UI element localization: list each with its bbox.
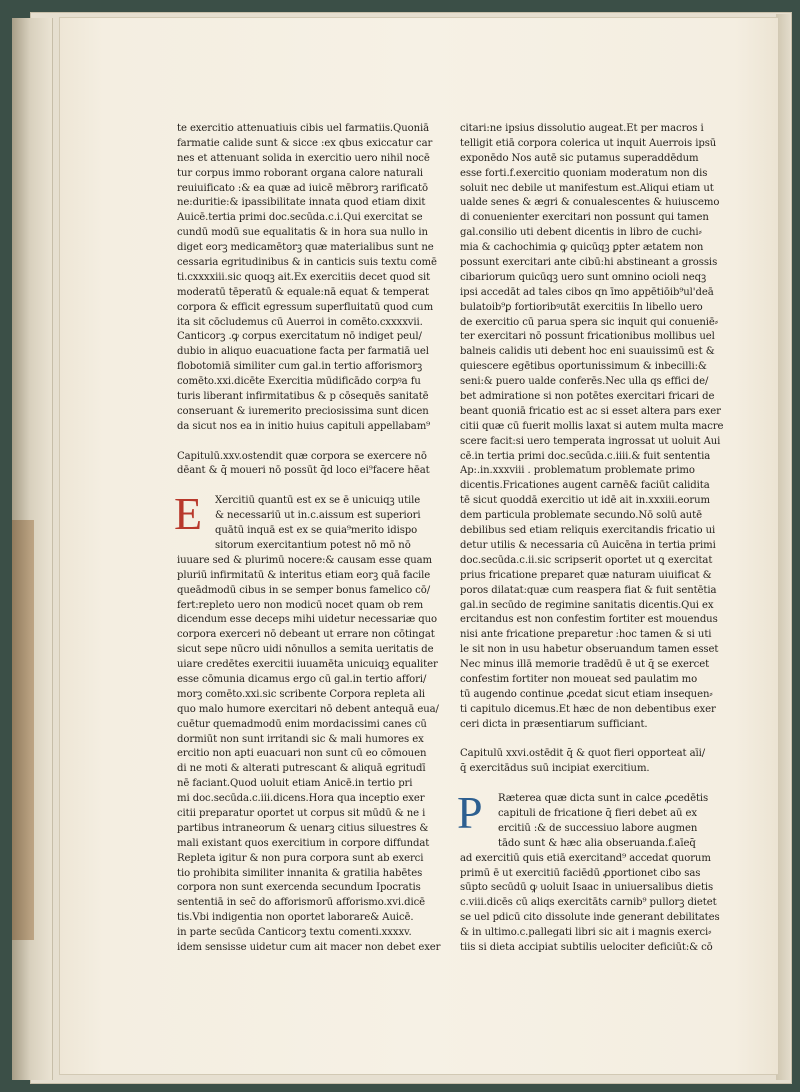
text-line: ne:duritie:& ipassibilitate innata quod etiam dixit — [177, 197, 426, 209]
text-line: turis liberant infirmitatibus & p cōsequēs sanitatē — [177, 391, 429, 403]
text-line: tio prohibita similiter innanita & gratilia habētes — [177, 867, 423, 879]
text-line: telligit etiā corpora colerica ut inquit Auerrois ipsū — [460, 137, 717, 149]
text-line: mali existant quos exercitium in corpore diffundat — [177, 837, 430, 849]
text-line: citii preparatur oportet ut corpus sit mūdū & ne i — [177, 807, 426, 819]
text-line: & necessariū ut in.c.aissum est superiori — [215, 510, 421, 522]
text-line: pluriū infirmitatū & interitus etiam eorꝫ quā facile — [177, 569, 431, 581]
text-line: quātū inquā est ex se quia⁹merito idispo — [215, 525, 418, 537]
text-line: dicentis.Fricationes augent carnē& faciūt calidita — [460, 480, 710, 492]
text-line: morꝫ comēto.xxi.sic scribente Corpora repleta ali — [177, 688, 425, 700]
text-line: corpora & efficit egressum superfluitatū quod cum — [177, 301, 434, 313]
text-line: q̄ exercitādus suū incipiat exercitium. — [460, 763, 650, 775]
text-line: soluit nec debile ut manifestum est.Aliqui etiam ut — [460, 182, 714, 194]
text-line: Xercitiū quantū est ex se ē unicuiqꝫ utile — [215, 495, 421, 507]
text-line: capituli de fricatione q̄ fieri debet aū ex — [498, 807, 697, 819]
text-line: exponēdo Nos autē sic putamus superaddēdum — [460, 152, 699, 164]
text-line: ercitiū :& de successiuo labore augmen — [498, 822, 698, 834]
text-line: scere facit:si uero temperata ingrossat ut uoluit Aui — [460, 435, 721, 447]
text-line: le sit non in usu habetur obseruandum tamen esset — [460, 644, 719, 656]
text-line: Ræterea quæ dicta sunt in calce ꝓcedētis — [498, 793, 709, 805]
text-line: quo malo humore exercitari nō debent antequā eua/ — [177, 703, 439, 715]
text-line: de exercitio cū parua spera sic inquit qui conueniē⸗ — [460, 316, 719, 328]
text-line: ti.cxxxxiii.sic quoqꝫ ait.Ex exercitiis decet quod sit — [177, 271, 431, 283]
text-line: dem particula problemate secundo.Nō solū autē — [460, 510, 703, 522]
text-line: gal.in secūdo de regimine sanitatis dicentis.Qui ex — [460, 599, 714, 611]
text-line: di conuenienter exercitari non possunt qui tamen — [460, 212, 709, 224]
text-line: primū ē ut exercitiū faciēdū ꝓportionet̄ cibo sas — [460, 867, 701, 879]
paragraph-gap — [177, 435, 455, 450]
text-line: ualde senes & ægri & conualescentes & huiuscemo — [460, 197, 720, 209]
text-line: iuuare sed & plurimū nocere:& causam esse quam — [177, 554, 433, 566]
text-line: cessaria egritudinibus & in canticis suis textu comē — [177, 257, 437, 269]
text-line: corpora exerceri nō debeant ut errare non cōtingat — [177, 629, 435, 641]
chapter-heading — [460, 747, 738, 777]
text-line: nisi ante fricatione preparetur :hoc tamen & si uti — [460, 629, 712, 641]
text-line: mi doc.secūda.c.iii.dicens.Hora qua inceptio exer — [177, 793, 425, 805]
text-line: c.viii.dicēs cū aliqs exercitāts carnib⁹ pullorꝫ dietet — [460, 897, 717, 909]
text-line: quiescere egētibus oportunissimum & inbecilli:& — [460, 361, 707, 373]
text-line: balneis calidis uti debent hoc eni suauissimū est & — [460, 346, 715, 358]
page-edge-shadow — [776, 14, 790, 1080]
text-line: prius fricatione preparet̄ quæ naturam uiuificat & — [460, 569, 712, 581]
text-line: Ap:.in.xxxviii . problematum problemate primo — [460, 465, 695, 477]
text-line: ter exercitari nō possunt fricationibus mollibus uel — [460, 331, 715, 343]
text-line: & in ultimo.c.pallegati libri sic ait i magnis exerci⸗ — [460, 927, 712, 939]
text-line: seni:& puero ualde conferēs.Nec ulla qs effici de/ — [460, 376, 709, 388]
right-text-column — [457, 122, 738, 956]
text-line: sicut sepe nūcro uidi nōnullos a semita ueritatis de — [177, 644, 434, 656]
chapter-heading — [177, 450, 455, 480]
text-line: nes et attenuant̄ solida in exercitio uero nihil nocē — [177, 152, 430, 164]
text-line: tū augendo continue ꝓcedat sicut etiam insequen⸗ — [460, 688, 713, 700]
text-line: corpora non sunt exercenda secundum Ipocratis — [177, 882, 421, 894]
text-line: sitorum exercitantium potest nō mō nō — [215, 539, 411, 551]
text-line: poros dilatat:quæ cum reaspera fiat & fuit sentētia — [460, 584, 717, 596]
text-line: bulatoib⁹ꝑ fortioribꝰutāt̄ exercitiis In libello uero — [460, 301, 703, 313]
text-line: cē.in tertia primi doc.secūda.c.iiii.& fuit sententia — [460, 450, 711, 462]
text-line: ita sit cōcludemus cū Auerroi in comēto.cxxxxvii. — [177, 316, 423, 328]
text-line: gal.consilio uti debent dicentis in libro de cuchi⸗ — [460, 227, 702, 239]
text-line: debilibus sed etiam reliquis exercitandis fricatio ui — [460, 525, 716, 537]
text-line: uiare credētes exercitii iuuamēta unicuiqꝫ equaliter — [177, 659, 438, 671]
text-line: confestim fortiter non moueat̄ sed paulatim mo — [460, 673, 698, 685]
text-line: dicendum esse deceps mihi uidetur necessariæ quo — [177, 614, 437, 626]
text-line: cuētur quemadmodū enim mordacissimi canes cū — [177, 718, 427, 730]
text-line: mia & cachochimia ꝙ quicūqꝫ ꝑpter ætatem non — [460, 242, 704, 254]
text-line: citari:ne ipsius dissolutio augeat̄.Et per macros i — [460, 123, 704, 134]
text-line: tur corpus immo roborant̄ organa calore naturali — [177, 167, 423, 179]
text-line: conseruant & iuremerito preciosissima sunt dicen — [177, 405, 429, 417]
binding-edge-stain — [12, 520, 34, 940]
text-line: reuiuificato :& ea quæ ad iuicē mēbrorꝫ rarificatō — [177, 182, 428, 194]
paragraph-gap — [460, 733, 738, 748]
text-line: sententiā in sec̄ do afforismorū afforismo.xvi.dicē — [177, 897, 426, 909]
text-line: queādmodū cibus in se semper bonus famelico cō/ — [177, 584, 431, 596]
text-line: bet admiratione si non potētes exercitari fricari de — [460, 391, 715, 403]
text-line: Capitulū xxvi.ostēdit q̄ & quot fieri opporteat aīi/ — [460, 748, 706, 760]
text-line: tādo sunt & hæc alia obseruanda.f.aīeq̄ — [498, 837, 696, 849]
text-line: cundū modū sue equalitatis & in hora sua nullo in — [177, 227, 428, 239]
text-line: ercitandus est non confestim fortiter est mouendus — [460, 614, 718, 626]
text-line: Nec minus illā memorie tradēdū ē ut q̄ se exercet — [460, 659, 710, 671]
text-line: sūpto secūdū ꝙ uoluit Isaac in uniuersalibus dietis — [460, 882, 714, 894]
text-line: dubio in aliquo euacuatione facta per farmatiā uel — [177, 346, 429, 358]
text-line: cibariorum quicūqꝫ uero sunt omnino ocioli neqꝫ — [460, 271, 707, 283]
text-line: Canticorꝫ .ꝙ corpus exercitatum nō indiget peul/ — [177, 331, 422, 343]
text-line: tiis si dieta accipiat̄ subtilis uelociter deficiūt:& cō — [460, 941, 713, 953]
text-line: ercitio non apti euacuari non sunt cū eo cōmouen — [177, 748, 427, 760]
left-text-column — [174, 122, 455, 956]
text-line: beant quoniā fricatio est ac si esset altera pars exer — [460, 405, 721, 417]
text-line: tē sicut quoddā exercitio ut idē ait in.xxxiii.eorum — [460, 495, 710, 507]
decorated-initial: P — [457, 787, 483, 839]
decorated-initial: E — [174, 488, 202, 540]
text-line: fert:repleto uero non modicū nocet quam ob rem — [177, 599, 424, 611]
text-line: comēto.xxi.dicēte Exercitia mūdificādo corpꝰa fu — [177, 376, 421, 388]
rubricated-paragraph — [457, 787, 738, 852]
text-line: esse forti.f.exercitio quoniam moderatum non dis — [460, 167, 708, 179]
text-line: di ne moti & alterati putrescant & aliquā egritudī — [177, 763, 426, 775]
text-line: Repleta igitur & non pura corpora sunt ab exerci — [177, 852, 424, 864]
text-line: possunt exercitari ante cibū:hi abstineant a grossis — [460, 257, 718, 269]
text-line: in parte secūda Canticorꝫ textu comenti.xxxxv. — [177, 927, 412, 939]
text-line: citii quæ cū fuerit mollis laxat si autem multa macre — [460, 420, 724, 432]
text-line: ceri dicta in præsentiarum sufficiant. — [460, 718, 648, 730]
text-line: tis.Vbi indigentia non oportet laborare& Auicē. — [177, 912, 414, 924]
text-line: doc.secūda.c.ii.sic scripserit oportet ut ꝗ exercitat̄ — [460, 554, 713, 566]
text-line: ad exercitiū quis etiā exercitand⁹ accedat quorum — [460, 852, 711, 864]
text-line: nē faciant.Quod uoluit etiam Anicē.in tertio pri — [177, 778, 413, 790]
text-line: partibus intraneorum & uenarꝫ citius siluestres & — [177, 822, 429, 834]
text-line: da sicut nos ea in initio huius capituli appellabam⁹ — [177, 420, 431, 432]
text-line: ti capitulo dicemus.Et hæc de non debentibus exer — [460, 703, 716, 715]
text-line: flobotomiā similiter cum gal.in tertio afforismorꝫ — [177, 361, 423, 373]
paragraph-gap — [460, 777, 738, 792]
text-line: te exercitio attenuatiuis cibis uel farmatiis.Quoniā — [177, 123, 430, 134]
rubricated-paragraph — [174, 488, 455, 554]
text-line: Auicē.tertia primi doc.secūda.c.i.Qui exercitat̄ se — [177, 212, 423, 224]
text-line: idem sensisse uidetur cum ait macer non debet exer — [177, 941, 441, 953]
text-line: dormiūt non sunt irritandi sic & mali humores ex — [177, 733, 424, 745]
text-line: detur utilis & necessaria cū Auicēna in tertia primi — [460, 539, 716, 551]
text-line: esse cōmunia dicamus ergo cū gal.in tertio affori/ — [177, 673, 427, 685]
text-line: se uel pdicū cito dissolute inde generant̄ debilitates — [460, 912, 720, 924]
text-line: farmatie calide sunt & sicce :ex qbus exiccatur car — [177, 137, 433, 149]
text-line: dēant & q̄ moueri nō possūt q̄d loco ei⁹facere hēat — [177, 465, 430, 477]
text-line: diget eorꝫ medicamētorꝫ quæ materialibus sunt ne — [177, 242, 434, 254]
paragraph-gap — [177, 479, 455, 494]
text-line: Capitulū.xxv.ostendit quæ corpora se exercere nō — [177, 450, 427, 462]
text-line: moderatū tēperatū & equale:nā equat & temperat — [177, 286, 429, 298]
text-line: ipsi accedāt ad tales cibos qn īmo appētiōib⁹ul'deā — [460, 286, 714, 298]
